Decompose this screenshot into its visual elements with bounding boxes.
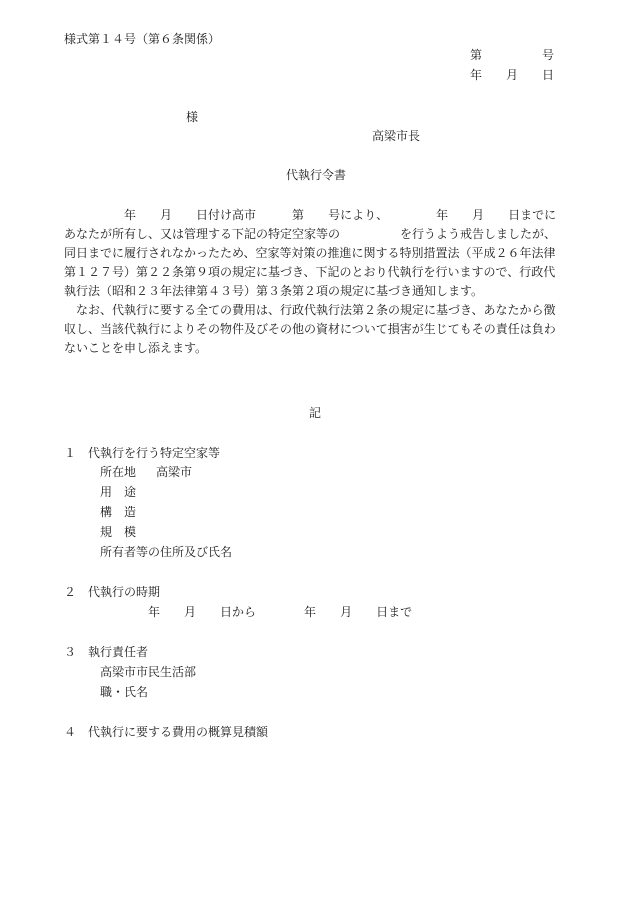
ki-heading: 記 — [309, 406, 322, 420]
document-title: 代執行令書 — [286, 168, 347, 182]
section-3-department: 高梁市市民生活部 — [100, 665, 197, 679]
section-3-heading: ３ 執行責任者 — [64, 645, 149, 659]
date-month: 月 — [506, 68, 519, 82]
body-line-5: 執行法（昭和２３年法律第４３号）第３条第２項の規定に基づき通知します。 — [64, 284, 484, 298]
section-4-heading: ４ 代執行に要する費用の概算見積額 — [64, 725, 269, 739]
form-number: 様式第１４号（第６条関係） — [64, 32, 221, 46]
body-line-2: あなたが所有し、又は管理する下記の特定空家等の を行うよう戒告しましたが、 — [64, 227, 557, 241]
section-2-heading: ２ 代執行の時期 — [64, 585, 161, 599]
section-1-heading: １ 代執行を行う特定空家等 — [64, 446, 221, 460]
section-1-structure: 構 造 — [100, 505, 137, 519]
section-2-period: 年 月 日から 年 月 日まで — [148, 605, 413, 619]
document-number — [470, 46, 554, 65]
body-line-4: 第１２７号）第２２条第９項の規定に基づき、下記のとおり代執行を行いますので、行政代 — [64, 265, 556, 279]
addressee-honorific: 様 — [186, 110, 199, 124]
sender-title: 高梁市長 — [372, 129, 421, 143]
document-number-prefix: 第 — [470, 48, 483, 62]
section-1-owner: 所有者等の住所及び氏名 — [100, 545, 233, 559]
section-1-scale: 規 模 — [100, 525, 137, 539]
date-year: 年 — [470, 68, 483, 82]
body-text — [64, 206, 568, 358]
body-line-1: 年 月 日付け高市 第 号により、 年 月 日までに — [124, 208, 557, 222]
section-1-use: 用 途 — [100, 485, 137, 499]
body-line-7: 収し、当該代執行によりその物件及びその他の資材について損害が生じてもその責任は負わ — [64, 322, 556, 336]
body-line-6: なお、代執行に要する全ての費用は、行政代執行法第２条の規定に基づき、あなたから徴 — [76, 303, 556, 317]
document-number-suffix: 号 — [542, 48, 555, 62]
document-date — [470, 66, 554, 85]
section-1-location: 所在地 高梁市 — [100, 465, 193, 479]
date-day: 日 — [542, 68, 555, 82]
body-line-8: ないことを申し添えます。 — [64, 341, 208, 355]
section-3-position: 職・氏名 — [100, 685, 149, 699]
body-line-3: 同日までに履行されなかったため、空家等対策の推進に関する特別措置法（平成２６年法律 — [64, 246, 556, 260]
